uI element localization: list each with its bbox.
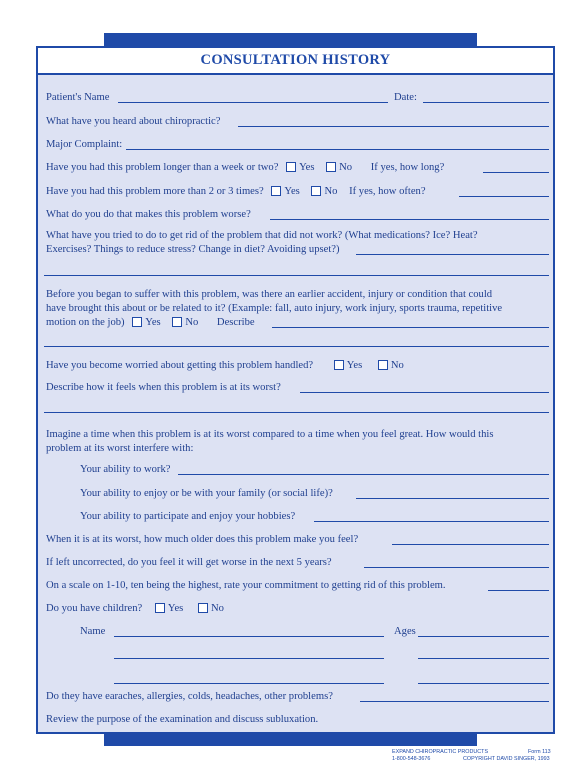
feels-label: Describe how it feels when this problem is at its worst? — [46, 382, 281, 393]
tried-line2: Exercises? Things to reduce stress? Change in diet? Avoiding upset?) — [46, 244, 340, 255]
bottom-tab-bar — [104, 733, 477, 746]
children-ages-label: Ages — [394, 626, 416, 637]
child-age-field-3[interactable] — [418, 683, 549, 684]
children-row — [46, 601, 224, 616]
more-times-no-checkbox[interactable] — [311, 186, 321, 196]
longer-week-question: Have you had this problem longer than a week or two? — [46, 162, 279, 173]
earlier-yes-checkbox[interactable] — [132, 317, 142, 327]
tried-line1: What have you tried to do to get rid of the problem that did not work? (What medications? Ice? Heat? — [46, 230, 478, 241]
earlier-no-checkbox[interactable] — [172, 317, 182, 327]
ability-family-label: Your ability to enjoy or be with your family (or social life)? — [80, 488, 333, 499]
heard-label: What have you heard about chiropractic? — [46, 116, 221, 127]
top-tab-bar — [104, 33, 477, 47]
earaches-label: Do they have earaches, allergies, colds, headaches, other problems? — [46, 691, 333, 702]
more-times-question: Have you had this problem more than 2 or 3 times? — [46, 186, 264, 197]
longer-week-followup: If yes, how long? — [370, 162, 445, 173]
earlier-yes-label: Yes — [145, 317, 161, 328]
date-field[interactable] — [423, 102, 549, 103]
ability-work-field[interactable] — [178, 474, 549, 475]
ability-hobbies-label: Your ability to participate and enjoy your hobbies? — [80, 511, 296, 522]
patient-name-label: Patient's Name — [46, 92, 110, 103]
form-header — [38, 48, 553, 75]
worried-no-label: No — [390, 360, 404, 371]
consultation-form — [36, 46, 555, 734]
earlier-describe-extra[interactable] — [44, 346, 549, 347]
patient-name-field[interactable] — [118, 102, 388, 103]
footer-company: EXPAND CHIROPRACTIC PRODUCTS — [392, 749, 489, 755]
feels-field-extra[interactable] — [44, 412, 549, 413]
more-times-no-label: No — [324, 186, 338, 197]
child-name-field-1[interactable] — [114, 636, 384, 637]
earlier-line3-row — [46, 315, 255, 330]
earaches-field[interactable] — [360, 701, 549, 702]
child-age-field-2[interactable] — [418, 658, 549, 659]
earlier-line2: have brought this about or be related to it? (Example: fall, auto injury, work injury, sports trauma, repetitive — [46, 303, 503, 314]
major-complaint-field[interactable] — [126, 149, 549, 150]
form-title: CONSULTATION HISTORY — [200, 52, 391, 68]
ability-hobbies-field[interactable] — [314, 521, 549, 522]
children-question: Do you have children? — [46, 603, 143, 614]
earlier-line3: motion on the job) — [46, 317, 125, 328]
ability-work-label: Your ability to work? — [80, 464, 171, 475]
how-often-field[interactable] — [459, 196, 549, 197]
older-label: When it is at its worst, how much older does this problem make you feel? — [46, 534, 359, 545]
child-name-field-2[interactable] — [114, 658, 384, 659]
longer-week-yes-label: Yes — [299, 162, 315, 173]
child-age-field-1[interactable] — [418, 636, 549, 637]
date-label: Date: — [394, 92, 417, 103]
feels-field[interactable] — [300, 392, 549, 393]
worried-row — [46, 358, 404, 373]
worried-question: Have you become worried about getting this problem handled? — [46, 360, 314, 371]
more-times-row — [46, 184, 426, 199]
children-yes-label: Yes — [167, 603, 184, 614]
tried-field[interactable] — [356, 254, 549, 255]
longer-week-row — [46, 160, 444, 175]
older-field[interactable] — [392, 544, 549, 545]
worried-yes-checkbox[interactable] — [334, 360, 344, 370]
longer-week-yes-checkbox[interactable] — [286, 162, 296, 172]
children-no-checkbox[interactable] — [198, 603, 208, 613]
earlier-line1: Before you began to suffer with this problem, was there an earlier accident, injury or condition that could — [46, 289, 493, 300]
longer-week-no-checkbox[interactable] — [326, 162, 336, 172]
tried-field-extra[interactable] — [44, 275, 549, 276]
footer-copyright: COPYRIGHT DAVID SINGER, 1993 — [463, 756, 550, 762]
how-long-field[interactable] — [483, 172, 549, 173]
more-times-yes-label: Yes — [284, 186, 300, 197]
scale-label: On a scale on 1-10, ten being the highest, rate your commitment to getting rid of this problem. — [46, 580, 446, 591]
scale-field[interactable] — [488, 590, 549, 591]
review-label: Review the purpose of the examination and discuss subluxation. — [46, 714, 319, 725]
earlier-describe-label: Describe — [216, 317, 255, 328]
imagine-line2: problem at its worst interfere with: — [46, 443, 194, 454]
more-times-followup: If yes, how often? — [349, 186, 426, 197]
footer-phone: 1-800-548-3676 — [392, 756, 431, 762]
earlier-no-label: No — [185, 317, 199, 328]
children-name-label: Name — [80, 626, 106, 637]
earlier-describe-field[interactable] — [272, 327, 549, 328]
worse-label: What do you do that makes this problem worse? — [46, 209, 251, 220]
footer-form-number: Form 113 — [528, 749, 551, 755]
child-name-field-3[interactable] — [114, 683, 384, 684]
longer-week-no-label: No — [339, 162, 353, 173]
children-yes-checkbox[interactable] — [155, 603, 165, 613]
uncorrected-label: If left uncorrected, do you feel it will get worse in the next 5 years? — [46, 557, 332, 568]
major-complaint-label: Major Complaint: — [46, 139, 123, 150]
heard-field[interactable] — [238, 126, 549, 127]
children-no-label: No — [210, 603, 224, 614]
more-times-yes-checkbox[interactable] — [271, 186, 281, 196]
uncorrected-field[interactable] — [364, 567, 549, 568]
worried-yes-label: Yes — [346, 360, 363, 371]
imagine-line1: Imagine a time when this problem is at its worst compared to a time when you feel great. How would this — [46, 429, 494, 440]
ability-family-field[interactable] — [356, 498, 549, 499]
worse-field[interactable] — [270, 219, 549, 220]
worried-no-checkbox[interactable] — [378, 360, 388, 370]
